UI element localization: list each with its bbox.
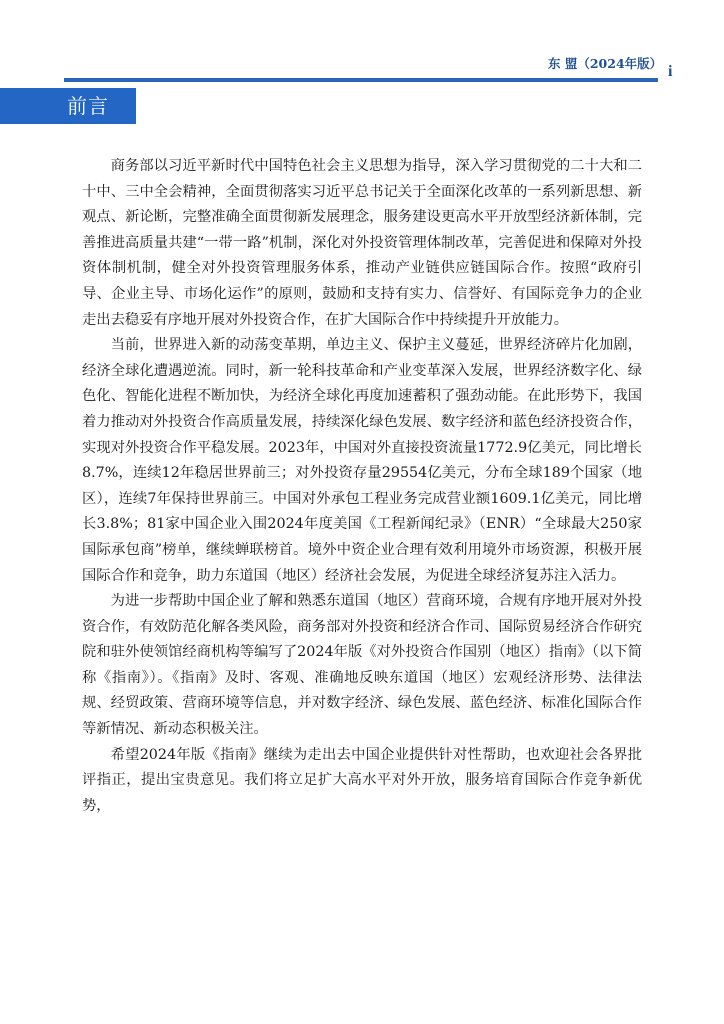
running-header: 东 盟（2024年版） bbox=[548, 56, 663, 71]
paragraph: 当前，世界进入新的动荡变革期，单边主义、保护主义蔓延，世界经济碎片化加剧，经济全球化遭遇逆流。同时，新一轮科技革命和产业变革深入发展，世界经济数字化、绿色化、智能化进程不断加快，为经济全球化再度加速蓄积了强劲动能。在此形势下，我国着力推动对外投资合作高质量发展，持续深化绿色发展、数字经济和蓝色经济投资合作，实现对外投资合作平稳发展。2023年，中国对外直接投资流量1772.9亿美元，同比增长8.7%，连续12年稳居世界前三；对外投资存量29554亿美元，分布全球189个国家（地区），连续7年保持世界前三。中国对外承包工程业务完成营业额1609.1亿美元，同比增长3.8%；81家中国企业入围2024年度美国《工程新闻纪录》（ENR）“全球最大250家国际承包商”榜单，继续蝉联榜首。境外中资企业合理有效利用境外市场资源，积极开展国际合作和竞争，助力东道国（地区）经济社会发展，为促进全球经济复苏注入活力。 bbox=[82, 337, 642, 584]
section-title: 前言 bbox=[67, 94, 109, 118]
paragraph: 希望2024年版《指南》继续为走出去中国企业提供针对性帮助，也欢迎社会各界批评指正，提出宝贵意见。我们将立足扩大高水平对外开放，服务培育国际合作竞争新优势， bbox=[82, 746, 642, 814]
paragraph: 为进一步帮助中国企业了解和熟悉东道国（地区）营商环境，合规有序地开展对外投资合作，有效防范化解各类风险，商务部对外投资和经济合作司、国际贸易经济合作研究院和驻外使领馆经商机构等编写了2024年版《对外投资合作国别（地区）指南》（以下简称《指南》）。《指南》及时、客观、准确地反映东道国（地区）宏观经济形势、法律法规、经贸政策、营商环境等信息，并对数字经济、绿色发展、蓝色经济、标准化国际合作等新情况、新动态积极关注。 bbox=[82, 593, 642, 738]
header-rule bbox=[64, 78, 658, 82]
section-title-banner bbox=[0, 88, 136, 124]
paragraph: 商务部以习近平新时代中国特色社会主义思想为指导，深入学习贯彻党的二十大和二十中、三中全会精神，全面贯彻落实习近平总书记关于全面深化改革的一系列新思想、新观点、新论断，完整准确全面贯彻新发展理念，服务建设更高水平开放型经济新体制，完善推进高质量共建“一带一路”机制，深化对外投资管理体制改革，完善促进和保障对外投资体制机制，健全对外投资管理服务体系，推动产业链供应链国际合作。按照“政府引导、企业主导、市场化运作”的原则，鼓励和支持有实力、信誉好、有国际竞争力的企业走出去稳妥有序地开展对外投资合作，在扩大国际合作中持续提升开放能力。 bbox=[82, 158, 642, 328]
page-number: i bbox=[668, 63, 673, 80]
body-text bbox=[82, 154, 642, 819]
